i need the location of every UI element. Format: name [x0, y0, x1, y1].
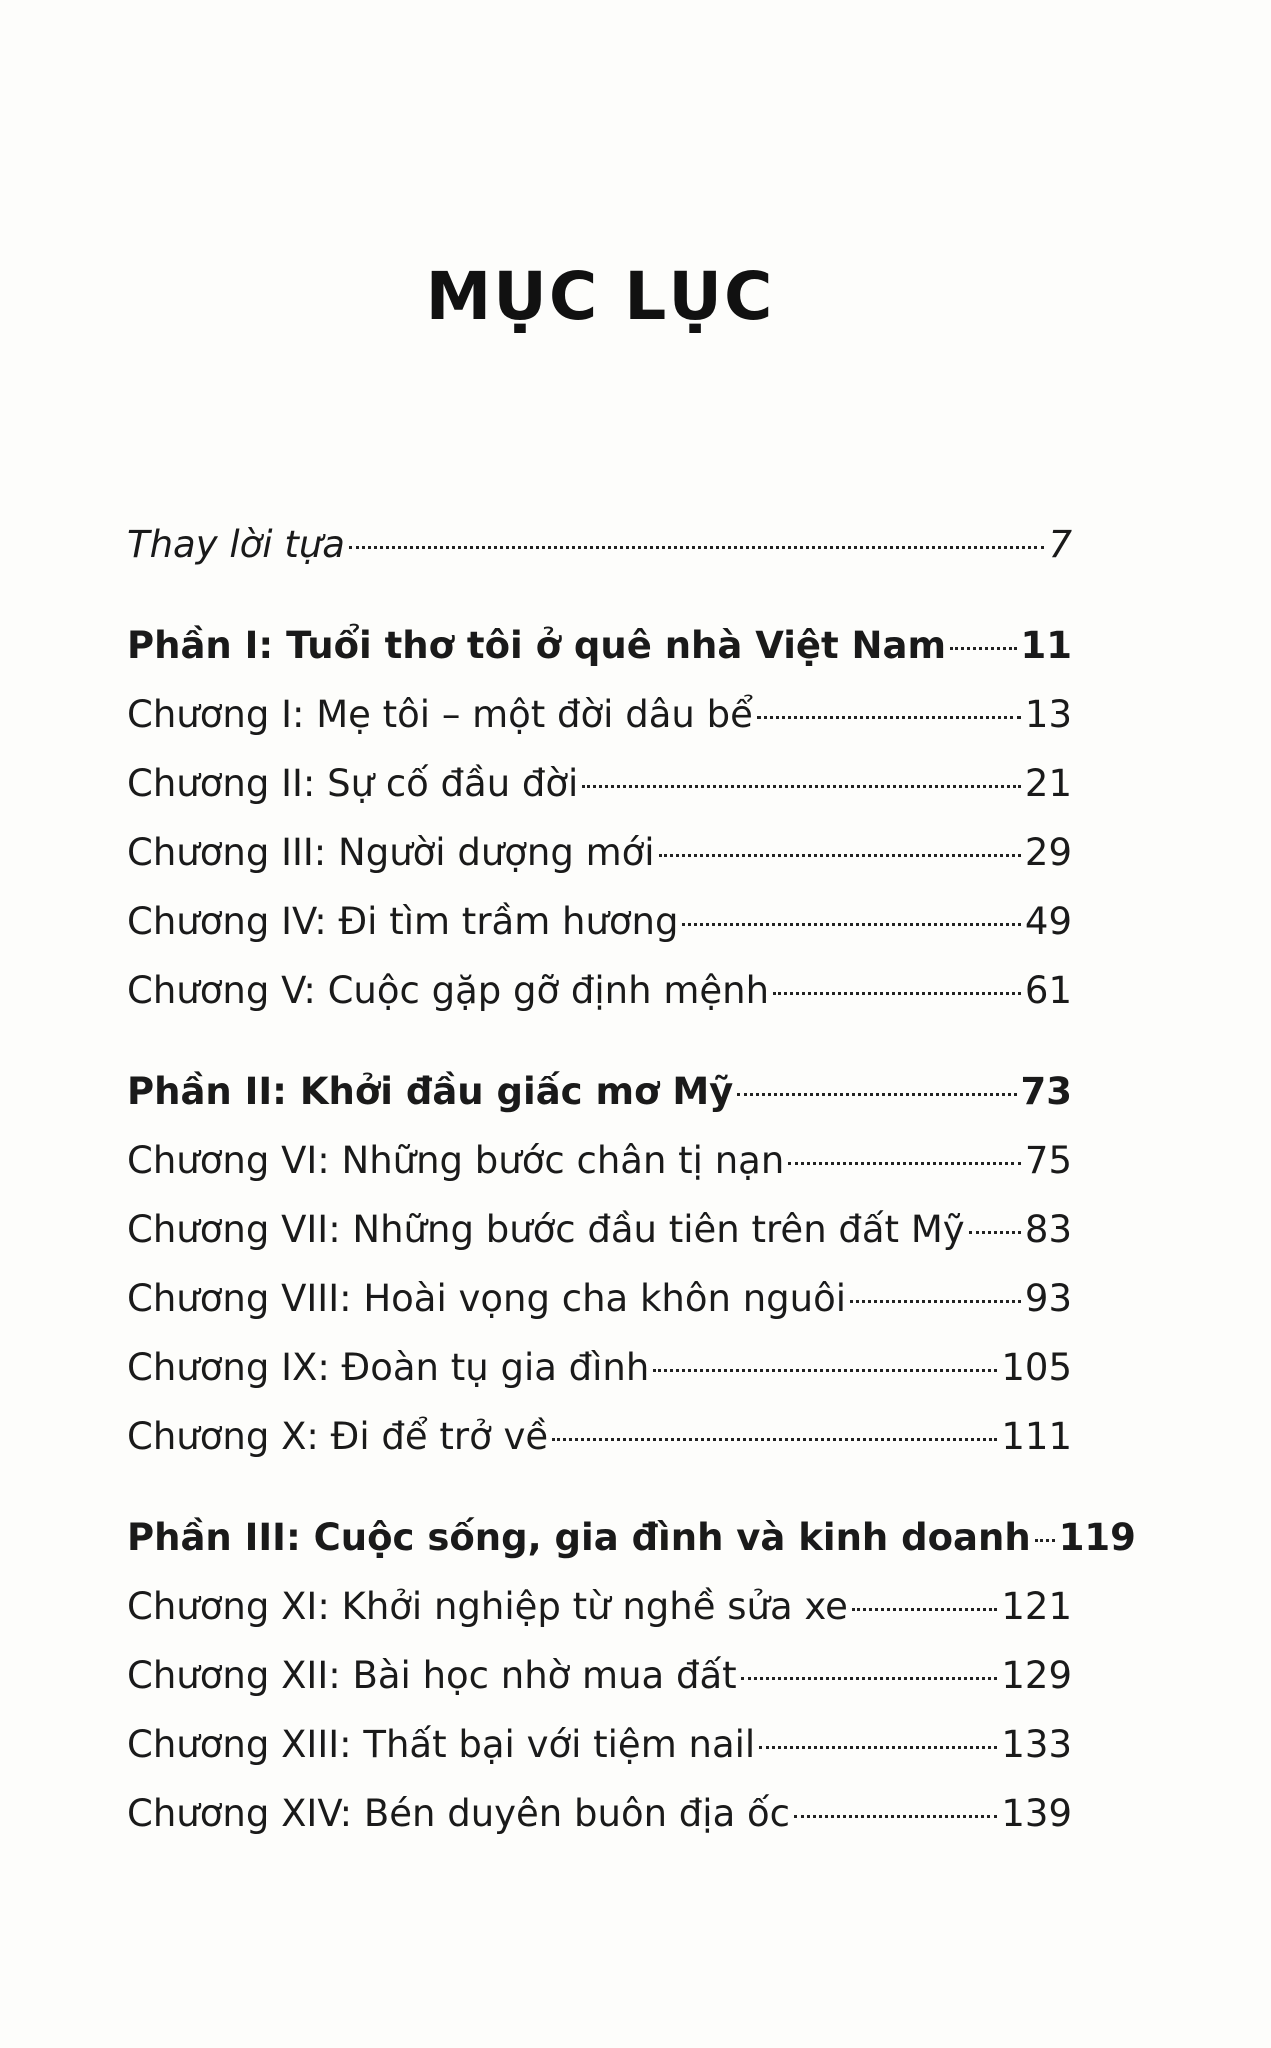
toc-entry-page: 49 — [1024, 900, 1072, 943]
dot-leader — [950, 647, 1016, 650]
toc-entry-preface[interactable] — [127, 510, 1072, 579]
table-of-contents — [127, 510, 1136, 1848]
toc-entry-label: Chương VI: Những bước chân tị nạn — [127, 1139, 785, 1182]
toc-part-heading[interactable] — [127, 1057, 1072, 1126]
toc-chapter[interactable] — [127, 1572, 1072, 1641]
toc-entry-page: 133 — [1001, 1723, 1072, 1766]
toc-entry-label: Chương XII: Bài học nhờ mua đất — [127, 1654, 737, 1697]
toc-entry-page: 105 — [1001, 1346, 1072, 1389]
toc-entry-page: 111 — [1001, 1415, 1072, 1458]
page-title: MỤC LỤC — [425, 258, 775, 335]
dot-leader — [794, 1815, 997, 1818]
toc-entry-label: Chương IX: Đoàn tụ gia đình — [127, 1346, 650, 1389]
toc-entry-page: 13 — [1024, 693, 1072, 736]
toc-part-2 — [127, 1057, 1072, 1471]
dot-leader — [773, 992, 1021, 995]
toc-chapter[interactable] — [127, 1402, 1072, 1471]
toc-entry-page: 61 — [1024, 969, 1072, 1012]
toc-entry-page: 75 — [1024, 1139, 1072, 1182]
toc-entry-label: Chương VIII: Hoài vọng cha khôn nguôi — [127, 1277, 847, 1320]
toc-chapter[interactable] — [127, 956, 1072, 1025]
dot-leader — [852, 1608, 997, 1611]
toc-chapter[interactable] — [127, 818, 1072, 887]
dot-leader — [682, 923, 1020, 926]
toc-entry-page: 73 — [1020, 1070, 1072, 1113]
toc-entry-page: 29 — [1024, 831, 1072, 874]
dot-leader — [757, 716, 1021, 719]
toc-part-1 — [127, 611, 1072, 1025]
dot-leader — [969, 1231, 1021, 1234]
dot-leader — [741, 1677, 998, 1680]
dot-leader — [1035, 1539, 1055, 1542]
toc-chapter[interactable] — [127, 1333, 1072, 1402]
toc-entry-label: Chương III: Người dượng mới — [127, 831, 655, 874]
dot-leader — [850, 1300, 1021, 1303]
toc-entry-page: 119 — [1058, 1516, 1136, 1559]
toc-chapter[interactable] — [127, 1779, 1072, 1848]
toc-entry-label: Chương XIII: Thất bại với tiệm nail — [127, 1723, 756, 1766]
toc-entry-page: 121 — [1001, 1585, 1072, 1628]
dot-leader — [552, 1438, 997, 1441]
toc-chapter[interactable] — [127, 1126, 1072, 1195]
toc-chapter[interactable] — [127, 1264, 1072, 1333]
toc-chapter[interactable] — [127, 887, 1072, 956]
toc-part-heading[interactable] — [127, 611, 1072, 680]
toc-entry-page: 139 — [1001, 1792, 1072, 1835]
toc-entry-label: Chương IV: Đi tìm trầm hương — [127, 900, 679, 943]
toc-entry-page: 83 — [1024, 1208, 1072, 1251]
toc-entry-label: Chương X: Đi để trở về — [127, 1415, 549, 1458]
toc-entry-label: Phần II: Khởi đầu giấc mơ Mỹ — [127, 1070, 734, 1113]
toc-chapter[interactable] — [127, 749, 1072, 818]
toc-chapter[interactable] — [127, 680, 1072, 749]
toc-entry-label: Chương XI: Khởi nghiệp từ nghề sửa xe — [127, 1585, 848, 1628]
toc-entry-label: Chương I: Mẹ tôi – một đời dâu bể — [127, 693, 753, 736]
toc-part-heading[interactable] — [127, 1503, 1136, 1572]
toc-entry-page: 129 — [1001, 1654, 1072, 1697]
toc-entry-page: 21 — [1024, 762, 1072, 805]
dot-leader — [759, 1746, 997, 1749]
toc-entry-page: 93 — [1024, 1277, 1072, 1320]
toc-entry-label: Chương II: Sự cố đầu đời — [127, 762, 579, 805]
dot-leader — [659, 854, 1021, 857]
toc-entry-label: Thay lời tựa — [127, 523, 345, 566]
toc-chapter[interactable] — [127, 1195, 1072, 1264]
toc-entry-label: Chương VII: Những bước đầu tiên trên đất Mỹ — [127, 1208, 965, 1251]
toc-entry-label: Chương XIV: Bén duyên buôn địa ốc — [127, 1792, 790, 1835]
toc-entry-label: Chương V: Cuộc gặp gỡ định mệnh — [127, 969, 770, 1012]
dot-leader — [582, 785, 1021, 788]
toc-entry-label: Phần III: Cuộc sống, gia đình và kinh doanh — [127, 1516, 1031, 1559]
dot-leader — [737, 1093, 1016, 1096]
toc-chapter[interactable] — [127, 1710, 1072, 1779]
toc-entry-page: 7 — [1048, 523, 1072, 566]
toc-chapter[interactable] — [127, 1641, 1072, 1710]
dot-leader — [788, 1162, 1021, 1165]
toc-part-3 — [127, 1503, 1136, 1848]
toc-entry-page: 11 — [1020, 624, 1072, 667]
dot-leader — [653, 1369, 997, 1372]
toc-entry-label: Phần I: Tuổi thơ tôi ở quê nhà Việt Nam — [127, 624, 947, 667]
dot-leader — [349, 546, 1044, 549]
